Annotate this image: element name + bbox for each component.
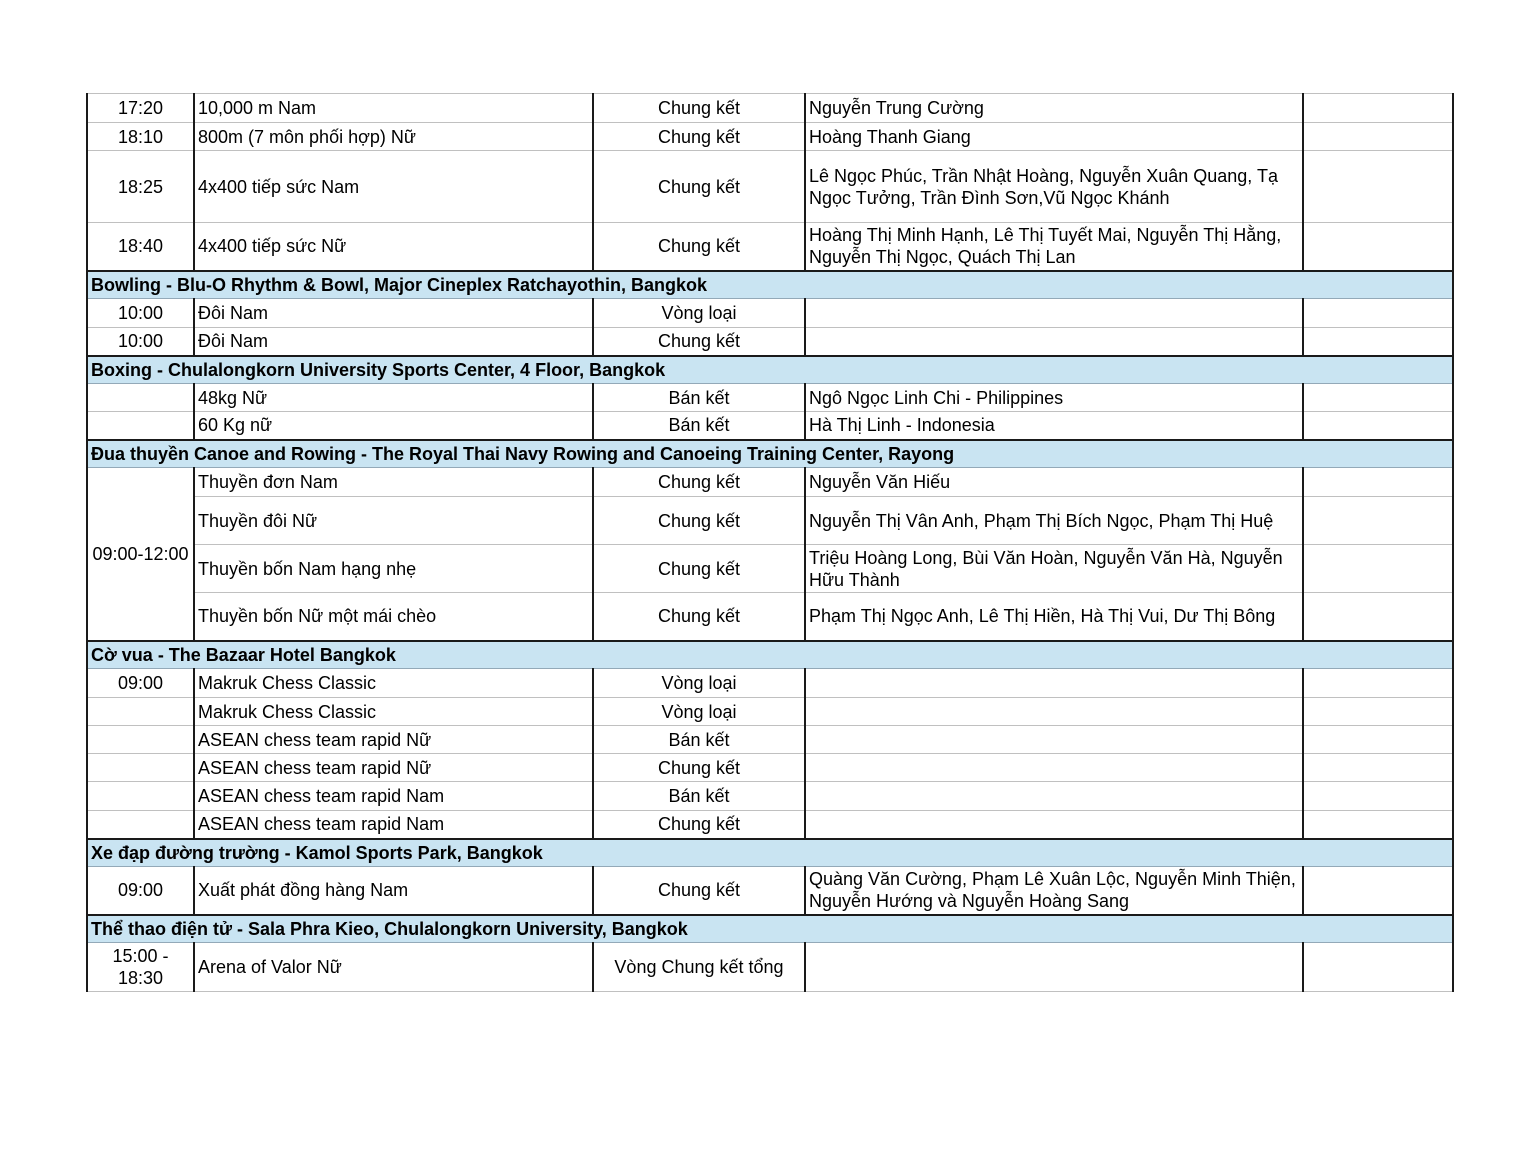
table-row [87,384,1453,412]
round-cell: Chung kết [593,223,805,271]
section-header-row [87,641,1453,669]
round-cell: Chung kết [593,497,805,545]
result-cell [1303,698,1453,726]
round-cell: Chung kết [593,811,805,839]
result-cell [1303,94,1453,123]
athletes-cell: Quàng Văn Cường, Phạm Lê Xuân Lộc, Nguyễn Minh Thiện, Nguyễn Hướng và Nguyễn Hoàng Sang [805,867,1303,915]
result-cell [1303,782,1453,811]
round-cell: Chung kết [593,328,805,356]
event-cell: Thuyền đôi Nữ [194,497,593,545]
athletes-cell: Hà Thị Linh - Indonesia [805,412,1303,440]
event-cell: 4x400 tiếp sức Nữ [194,223,593,271]
table-row [87,223,1453,271]
result-cell [1303,867,1453,915]
section-header-row [87,915,1453,943]
result-cell [1303,545,1453,593]
event-cell: 48kg Nữ [194,384,593,412]
table-row [87,811,1453,839]
round-cell: Chung kết [593,754,805,782]
section-title: Bowling - Blu-O Rhythm & Bowl, Major Cineplex Ratchayothin, Bangkok [87,271,1453,299]
round-cell: Chung kết [593,867,805,915]
event-cell: 800m (7 môn phối hợp) Nữ [194,123,593,151]
section-header-row [87,271,1453,299]
table-row [87,943,1453,992]
athletes-cell: Hoàng Thanh Giang [805,123,1303,151]
event-cell: ASEAN chess team rapid Nữ [194,754,593,782]
round-cell: Vòng loại [593,299,805,328]
section-title: Cờ vua - The Bazaar Hotel Bangkok [87,641,1453,669]
time-cell: 18:40 [87,223,194,271]
section-header-row [87,839,1453,867]
event-cell: Xuất phát đồng hàng Nam [194,867,593,915]
time-cell: 09:00 [87,669,194,698]
athletes-cell [805,782,1303,811]
result-cell [1303,811,1453,839]
event-cell: Thuyền bốn Nữ một mái chèo [194,593,593,641]
section-title: Thể thao điện tử - Sala Phra Kieo, Chulalongkorn University, Bangkok [87,915,1453,943]
event-cell: 10,000 m Nam [194,94,593,123]
table-row [87,782,1453,811]
athletes-cell: Lê Ngọc Phúc, Trần Nhật Hoàng, Nguyễn Xuân Quang, Tạ Ngọc Tưởng, Trần Đình Sơn,Vũ Ngọc Khánh [805,151,1303,223]
time-cell [87,782,194,811]
time-cell: 09:00-12:00 [87,468,194,641]
table-row [87,698,1453,726]
table-row [87,299,1453,328]
result-cell [1303,412,1453,440]
table-row [87,412,1453,440]
athletes-cell [805,299,1303,328]
time-cell [87,412,194,440]
section-title: Boxing - Chulalongkorn University Sports Center, 4 Floor, Bangkok [87,356,1453,384]
section-header-row [87,440,1453,468]
time-cell [87,754,194,782]
time-cell: 18:25 [87,151,194,223]
round-cell: Chung kết [593,151,805,223]
round-cell: Chung kết [593,123,805,151]
table-row [87,151,1453,223]
result-cell [1303,669,1453,698]
round-cell: Bán kết [593,782,805,811]
athletes-cell: Hoàng Thị Minh Hạnh, Lê Thị Tuyết Mai, Nguyễn Thị Hằng, Nguyễn Thị Ngọc, Quách Thị Lan [805,223,1303,271]
athletes-cell [805,698,1303,726]
athletes-cell: Ngô Ngọc Linh Chi - Philippines [805,384,1303,412]
athletes-cell [805,754,1303,782]
result-cell [1303,497,1453,545]
athletes-cell [805,811,1303,839]
event-cell: Thuyền đơn Nam [194,468,593,497]
section-header-row [87,356,1453,384]
athletes-cell: Phạm Thị Ngọc Anh, Lê Thị Hiền, Hà Thị Vui, Dư Thị Bông [805,593,1303,641]
event-cell: 60 Kg nữ [194,412,593,440]
time-cell [87,811,194,839]
table-row [87,94,1453,123]
time-cell: 18:10 [87,123,194,151]
event-cell: ASEAN chess team rapid Nam [194,811,593,839]
result-cell [1303,223,1453,271]
result-cell [1303,726,1453,754]
time-cell [87,384,194,412]
table-row [87,468,1453,497]
time-cell [87,726,194,754]
result-cell [1303,384,1453,412]
schedule-sheet [86,93,1452,992]
result-cell [1303,468,1453,497]
event-cell: Makruk Chess Classic [194,698,593,726]
round-cell: Chung kết [593,468,805,497]
round-cell: Chung kết [593,545,805,593]
time-cell: 10:00 [87,328,194,356]
result-cell [1303,943,1453,992]
round-cell: Vòng loại [593,669,805,698]
round-cell: Vòng loại [593,698,805,726]
table-row [87,593,1453,641]
athletes-cell [805,726,1303,754]
result-cell [1303,754,1453,782]
result-cell [1303,328,1453,356]
table-row [87,669,1453,698]
result-cell [1303,593,1453,641]
event-cell: Đôi Nam [194,328,593,356]
round-cell: Bán kết [593,384,805,412]
result-cell [1303,299,1453,328]
round-cell: Bán kết [593,412,805,440]
athletes-cell [805,943,1303,992]
round-cell: Vòng Chung kết tổng [593,943,805,992]
round-cell: Chung kết [593,593,805,641]
athletes-cell: Nguyễn Văn Hiếu [805,468,1303,497]
table-row [87,123,1453,151]
event-cell: ASEAN chess team rapid Nam [194,782,593,811]
schedule-table [86,93,1454,992]
event-cell: ASEAN chess team rapid Nữ [194,726,593,754]
time-cell: 10:00 [87,299,194,328]
event-cell: 4x400 tiếp sức Nam [194,151,593,223]
athletes-cell: Triệu Hoàng Long, Bùi Văn Hoàn, Nguyễn Văn Hà, Nguyễn Hữu Thành [805,545,1303,593]
time-cell: 17:20 [87,94,194,123]
schedule-body [87,94,1453,992]
table-row [87,545,1453,593]
event-cell: Đôi Nam [194,299,593,328]
event-cell: Arena of Valor Nữ [194,943,593,992]
table-row [87,497,1453,545]
table-row [87,754,1453,782]
result-cell [1303,151,1453,223]
round-cell: Bán kết [593,726,805,754]
event-cell: Makruk Chess Classic [194,669,593,698]
athletes-cell: Nguyễn Trung Cường [805,94,1303,123]
time-cell: 09:00 [87,867,194,915]
section-title: Đua thuyền Canoe and Rowing - The Royal Thai Navy Rowing and Canoeing Training Center, Rayong [87,440,1453,468]
athletes-cell [805,669,1303,698]
time-cell: 15:00 - 18:30 [87,943,194,992]
table-row [87,328,1453,356]
result-cell [1303,123,1453,151]
round-cell: Chung kết [593,94,805,123]
athletes-cell [805,328,1303,356]
table-row [87,867,1453,915]
table-row [87,726,1453,754]
section-title: Xe đạp đường trường - Kamol Sports Park, Bangkok [87,839,1453,867]
time-cell [87,698,194,726]
event-cell: Thuyền bốn Nam hạng nhẹ [194,545,593,593]
athletes-cell: Nguyễn Thị Vân Anh, Phạm Thị Bích Ngọc, Phạm Thị Huệ [805,497,1303,545]
